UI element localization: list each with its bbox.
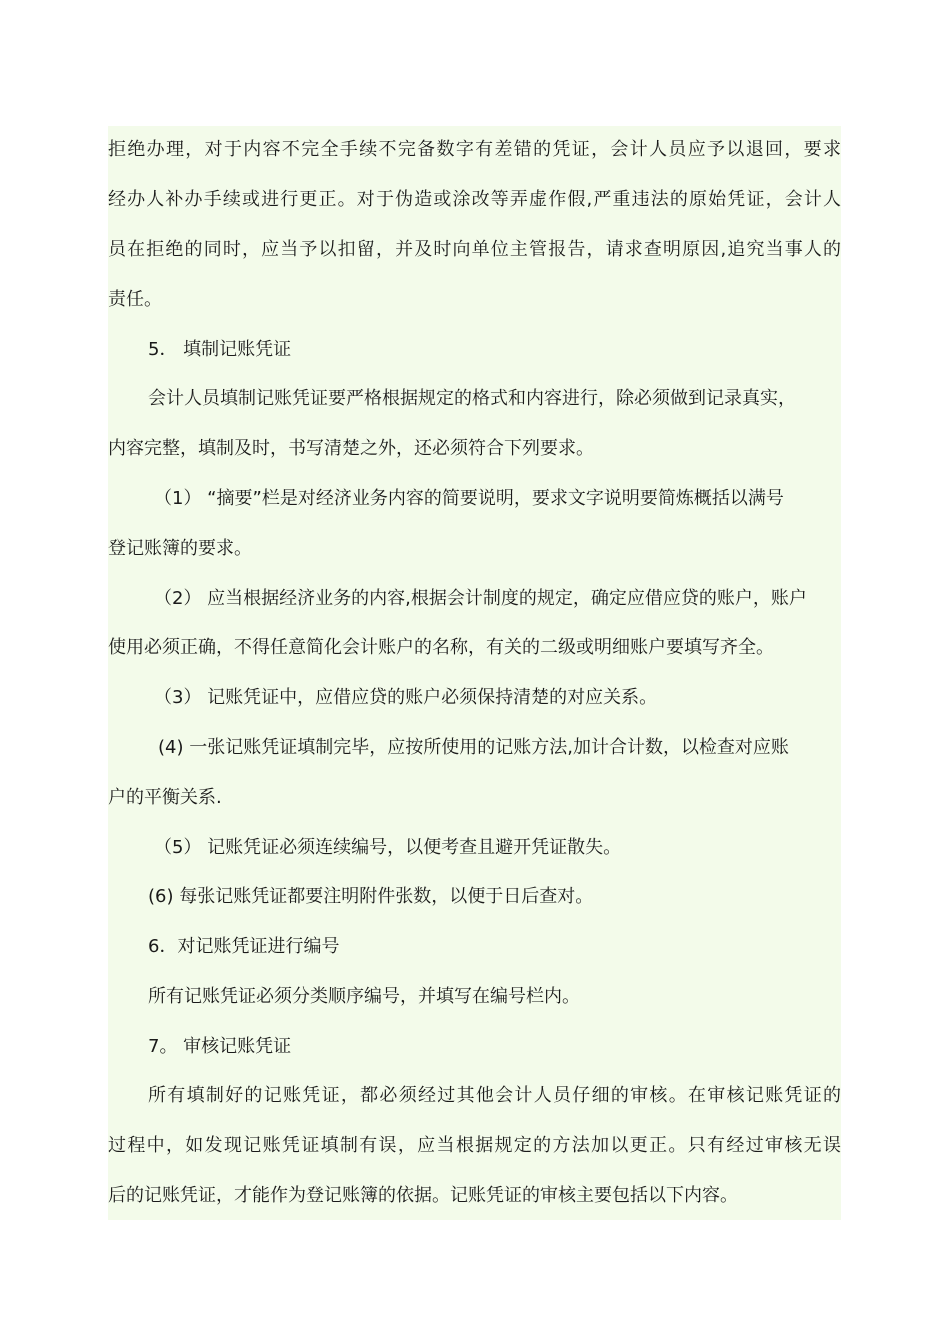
paragraph-line-6: 会计人员填制记账凭证要严格根据规定的格式和内容进行，除必须做到记录真实，: [148, 388, 796, 409]
list-item-3: （3） 记账凭证中，应借应贷的账户必须保持清楚的对应关系。: [154, 687, 658, 708]
section-heading-5: 5． 填制记账凭证: [148, 339, 292, 360]
list-item-6: (6) 每张记账凭证都要注明附件张数，以便于日后查对。: [148, 886, 594, 907]
list-item-1-line-1: （1） “摘要”栏是对经济业务内容的简要说明，要求文字说明要简炼概括以满号: [154, 488, 784, 509]
paragraph-line-section-7-2: 过程中，如发现记账凭证填制有误，应当根据规定的方法加以更正。只有经过审核无误: [108, 1135, 841, 1156]
list-item-5: （5） 记账凭证必须连续编号，以便考查且避开凭证散失。: [154, 837, 622, 858]
list-item-1-line-2: 登记账簿的要求。: [108, 538, 252, 559]
section-heading-7: 7。 审核记账凭证: [148, 1036, 292, 1057]
document-body: [108, 126, 841, 1220]
paragraph-line-section-6: 所有记账凭证必须分类顺序编号，并填写在编号栏内。: [148, 986, 580, 1007]
list-item-4-line-2: 户的平衡关系.: [108, 787, 222, 808]
paragraph-line-4: 责任。: [108, 289, 162, 310]
list-item-2-line-1: （2） 应当根据经济业务的内容,根据会计制度的规定，确定应借应贷的账户，账户: [154, 588, 807, 609]
paragraph-line-2: 经办人补办手续或进行更正。对于伪造或涂改等弄虚作假,严重违法的原始凭证，会计人: [108, 189, 841, 210]
list-item-4-line-1: (4) 一张记账凭证填制完毕，应按所使用的记账方法,加计合计数，以检查对应账: [158, 737, 789, 758]
paragraph-line-section-7-3: 后的记账凭证，才能作为登记账簿的依据。记账凭证的审核主要包括以下内容。: [108, 1185, 738, 1206]
section-heading-6: 6．对记账凭证进行编号: [148, 936, 340, 957]
paragraph-line-3: 员在拒绝的同时，应当予以扣留，并及时向单位主管报告，请求查明原因,追究当事人的: [108, 239, 841, 260]
paragraph-line-1: 拒绝办理，对于内容不完全手续不完备数字有差错的凭证，会计人员应予以退回，要求: [108, 139, 841, 160]
paragraph-line-7: 内容完整，填制及时，书写清楚之外，还必须符合下列要求。: [108, 438, 594, 459]
list-item-2-line-2: 使用必须正确，不得任意简化会计账户的名称，有关的二级或明细账户要填写齐全。: [108, 637, 774, 658]
paragraph-line-section-7-1: 所有填制好的记账凭证，都必须经过其他会计人员仔细的审核。在审核记账凭证的: [148, 1085, 841, 1106]
